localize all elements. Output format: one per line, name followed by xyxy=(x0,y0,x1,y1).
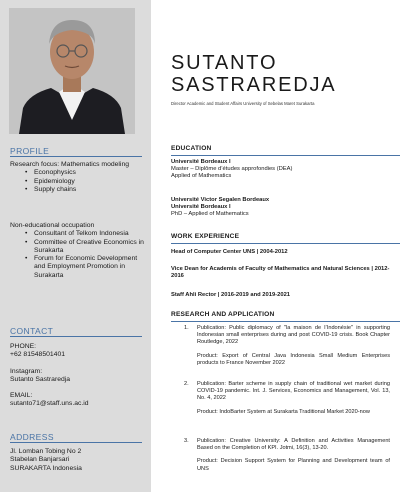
work-item: Head of Computer Center UNS | 2004-2012 xyxy=(171,249,288,255)
education-entry xyxy=(171,159,396,181)
research-item xyxy=(184,381,390,416)
degree-line: Master – Diplôme d’études approfondies (DEA) xyxy=(171,166,293,173)
research-item xyxy=(184,438,390,473)
address-section xyxy=(10,448,145,473)
school-name: Université Bordeaux I xyxy=(171,204,231,211)
sidebar xyxy=(0,0,151,492)
profile-section xyxy=(10,161,145,194)
product-text: Product: Decision Support System for Planning and Development team of UNS xyxy=(197,458,390,472)
list-item: • Committee of Creative Economics in Surakarta xyxy=(10,239,145,256)
work-item: Vice Dean for Academis of Faculty of Mathematics and Natural Sciences | 2012-2016 xyxy=(171,266,390,280)
list-item: • Consultant of Telkom Indonesia xyxy=(10,230,145,238)
degree-line: PhD – Applied of Mathematics xyxy=(171,211,249,218)
instagram-label: Instagram: xyxy=(10,367,43,375)
list-item: • Supply chains xyxy=(10,186,145,194)
list-item: • Forum for Economic Development and Employment Promotion in Surakarta xyxy=(10,255,145,280)
phone-label: PHONE: xyxy=(10,343,37,350)
address-line: Jl. Lomban Tobing No 2 xyxy=(10,448,82,455)
last-name: SASTRAREDJA xyxy=(171,74,337,96)
work-item: Staff Ahli Rector | 2016-2019 and 2019-2021 xyxy=(171,292,291,298)
research-focus-label: Research focus: Mathematics modeling xyxy=(10,161,129,168)
first-name: SUTANTO xyxy=(171,52,278,74)
profile-heading: PROFILE xyxy=(10,146,50,156)
education-heading: EDUCATION xyxy=(171,145,212,152)
address-line: SURAKARTA Indonesia xyxy=(10,464,82,472)
instagram-value[interactable]: Sutanto Sastraredja xyxy=(10,375,71,383)
job-subtitle: Director Academic and Student Affairs University of Sebelas Maret Surakarta xyxy=(171,101,315,106)
item-number: 1. xyxy=(184,325,189,331)
education-entry xyxy=(171,197,396,219)
publication-text: Publication: Public diplomacy of "la maison de l’Indonésie" in supporting Indonesian small enterprises during and post COVID-19 crisis. Book Chapter Routledge, 2022 xyxy=(197,325,390,346)
product-text: Product: Export of Central Java Indonesia Small Medium Enterprises products to France November 2022 xyxy=(197,352,390,366)
email-value[interactable]: sutanto71@staff.uns.ac.id xyxy=(10,400,89,408)
contact-divider xyxy=(10,336,142,337)
degree-line: Applied of Mathematics xyxy=(171,173,232,180)
email-label: EMAIL: xyxy=(10,392,33,400)
item-number: 3. xyxy=(184,438,189,444)
contact-heading: CONTACT xyxy=(10,326,54,336)
school-name: Université Bordeaux I xyxy=(171,159,231,165)
research-focus-list xyxy=(10,169,145,194)
address-heading: ADDRESS xyxy=(10,432,54,442)
occupation-section xyxy=(10,222,145,280)
research-divider xyxy=(171,321,400,322)
school-name: Université Victor Segalen Bordeaux xyxy=(171,197,270,203)
list-item: • Econophysics xyxy=(10,169,145,177)
education-divider xyxy=(171,155,400,156)
item-number: 2. xyxy=(184,381,189,387)
work-heading: WORK EXPERIENCE xyxy=(171,233,240,240)
work-divider xyxy=(171,243,400,244)
research-item xyxy=(184,325,390,367)
contact-section xyxy=(10,343,145,409)
research-heading: RESEARCH AND APPLICATION xyxy=(171,311,275,318)
phone-value[interactable]: +62 81548501401 xyxy=(10,351,65,359)
address-divider xyxy=(10,442,142,443)
list-item: • Epidemiology xyxy=(10,178,145,186)
occupation-list xyxy=(10,230,145,280)
profile-photo xyxy=(9,8,135,134)
occupation-label: Non-educational occupation xyxy=(10,222,95,229)
profile-divider xyxy=(10,156,142,157)
publication-text: Publication: Creative University: A Definition and Activities Management Based on the Completion of KPI. Jotmi, 16(3), 13-20. xyxy=(197,438,390,452)
person-name xyxy=(171,52,336,96)
address-line: Stabelan Banjarsari xyxy=(10,456,70,464)
publication-text: Publication: Barter scheme in supply chain of traditional wet market during COVID-19 pandemic. Int. J. Services, Economics and Management, Vol. 13, No. 4, 2022 xyxy=(197,381,390,402)
product-text: Product: IndoBarter System at Surakarta Traditional Market 2020-now xyxy=(197,408,370,415)
